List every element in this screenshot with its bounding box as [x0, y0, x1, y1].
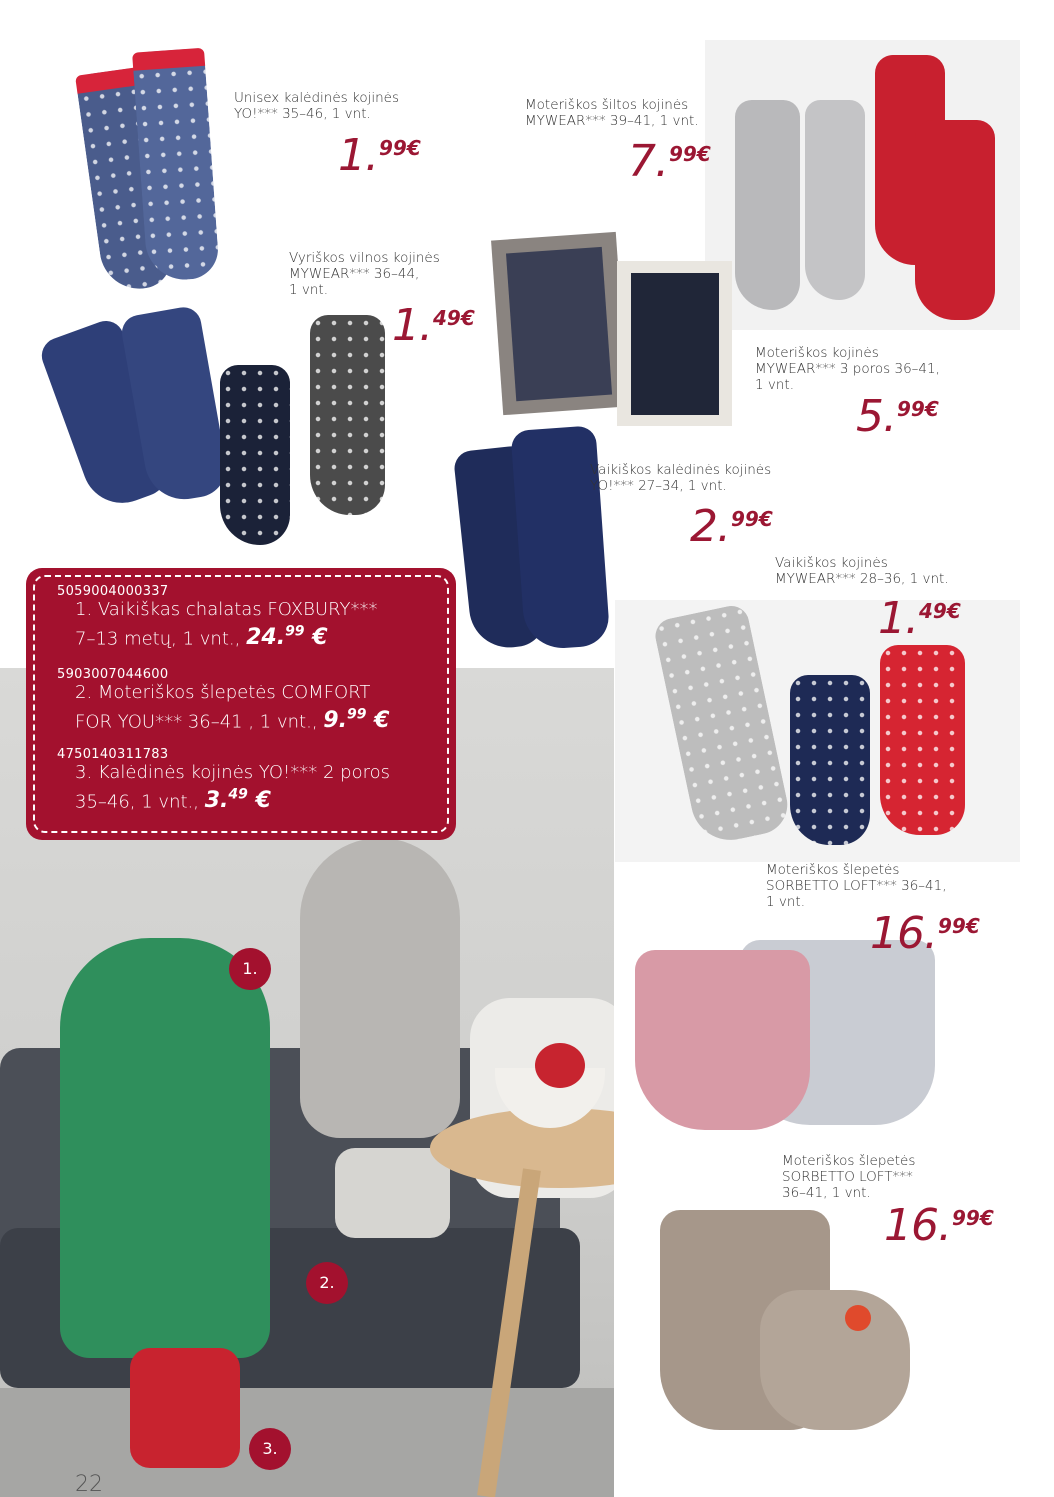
promo-price: 24.99 €: [246, 624, 328, 651]
promo-box: [26, 568, 456, 840]
price-slippers-pink-grey: 16.99€: [870, 908, 980, 959]
badge-1: 1.: [229, 948, 271, 990]
promo-barcode: 5059004000337: [57, 584, 169, 599]
promo-title: 2. Moteriškos šlepetės COMFORT: [75, 682, 371, 703]
caption-mens-wool-socks: Vyriškos vilnos kojinės MYWEAR*** 36–44, 1 vnt.: [289, 250, 440, 298]
promo-title: 3. Kalėdinės kojinės YO!*** 2 poros: [75, 762, 390, 783]
price-reindeer-slippers: 16.99€: [884, 1200, 994, 1251]
price-unisex-socks: 1.99€: [338, 130, 421, 181]
price-womens-warm-socks: 7.99€: [628, 136, 711, 187]
price-kids-christmas-socks: 2.99€: [690, 501, 773, 552]
price-mens-wool-socks: 1.49€: [392, 300, 475, 351]
promo-price: 3.49 €: [204, 787, 271, 814]
promo-details: FOR YOU*** 36–41 , 1 vnt., 9.99 €: [75, 707, 390, 734]
photo-mens-wool-socks: [45, 305, 445, 555]
photo-reindeer-slippers: [640, 1210, 920, 1445]
caption-unisex-socks: Unisex kalėdinės kojinės YO!*** 35–46, 1 vnt.: [234, 90, 399, 122]
promo-item-3: [57, 748, 390, 813]
badge-3: 3.: [249, 1428, 291, 1470]
badge-2: 2.: [306, 1262, 348, 1304]
girl-slippers: [335, 1148, 450, 1238]
photo-slippers-pink-grey: [630, 930, 940, 1130]
promo-item-1: [57, 585, 377, 650]
girl-grey-robe: [300, 838, 460, 1138]
price-kids-socks: 1.49€: [878, 593, 961, 644]
photo-unisex-christmas-socks: [80, 40, 230, 295]
price-womens-socks-giftbox: 5.99€: [856, 391, 939, 442]
caption-reindeer-slippers: Moteriškos šlepetės SORBETTO LOFT*** 36–41, 1 vnt.: [782, 1153, 916, 1201]
photo-womens-warm-socks: [705, 40, 1020, 330]
boy-green-robe: [60, 938, 270, 1358]
promo-barcode: 4750140311783: [57, 747, 169, 762]
caption-womens-socks-giftbox: Moteriškos kojinės MYWEAR*** 3 poros 36–41, 1 vnt.: [755, 345, 940, 393]
caption-kids-socks: Vaikiškos kojinės MYWEAR*** 28–36, 1 vnt.: [775, 555, 949, 587]
apple: [535, 1043, 585, 1088]
caption-kids-christmas-socks: Vaikiškos kalėdinės kojinės YO!*** 27–34, 1 vnt.: [590, 462, 772, 494]
promo-price: 9.99 €: [323, 707, 390, 734]
boy-red-socks: [130, 1348, 240, 1468]
caption-slippers-pink-grey: Moteriškos šlepetės SORBETTO LOFT*** 36–41, 1 vnt.: [766, 862, 947, 910]
promo-item-2: [57, 668, 389, 733]
promo-details: 7–13 metų, 1 vnt., 24.99 €: [75, 624, 328, 651]
promo-title: 1. Vaikiškas chalatas FOXBURY***: [75, 599, 378, 620]
page-number: 22: [75, 1472, 103, 1497]
photo-womens-socks-giftbox: [497, 236, 737, 428]
promo-barcode: 5903007044600: [57, 667, 169, 682]
promo-details: 35–46, 1 vnt., 3.49 €: [75, 787, 271, 814]
caption-womens-warm-socks: Moteriškos šiltos kojinės MYWEAR*** 39–41, 1 vnt.: [525, 97, 699, 129]
